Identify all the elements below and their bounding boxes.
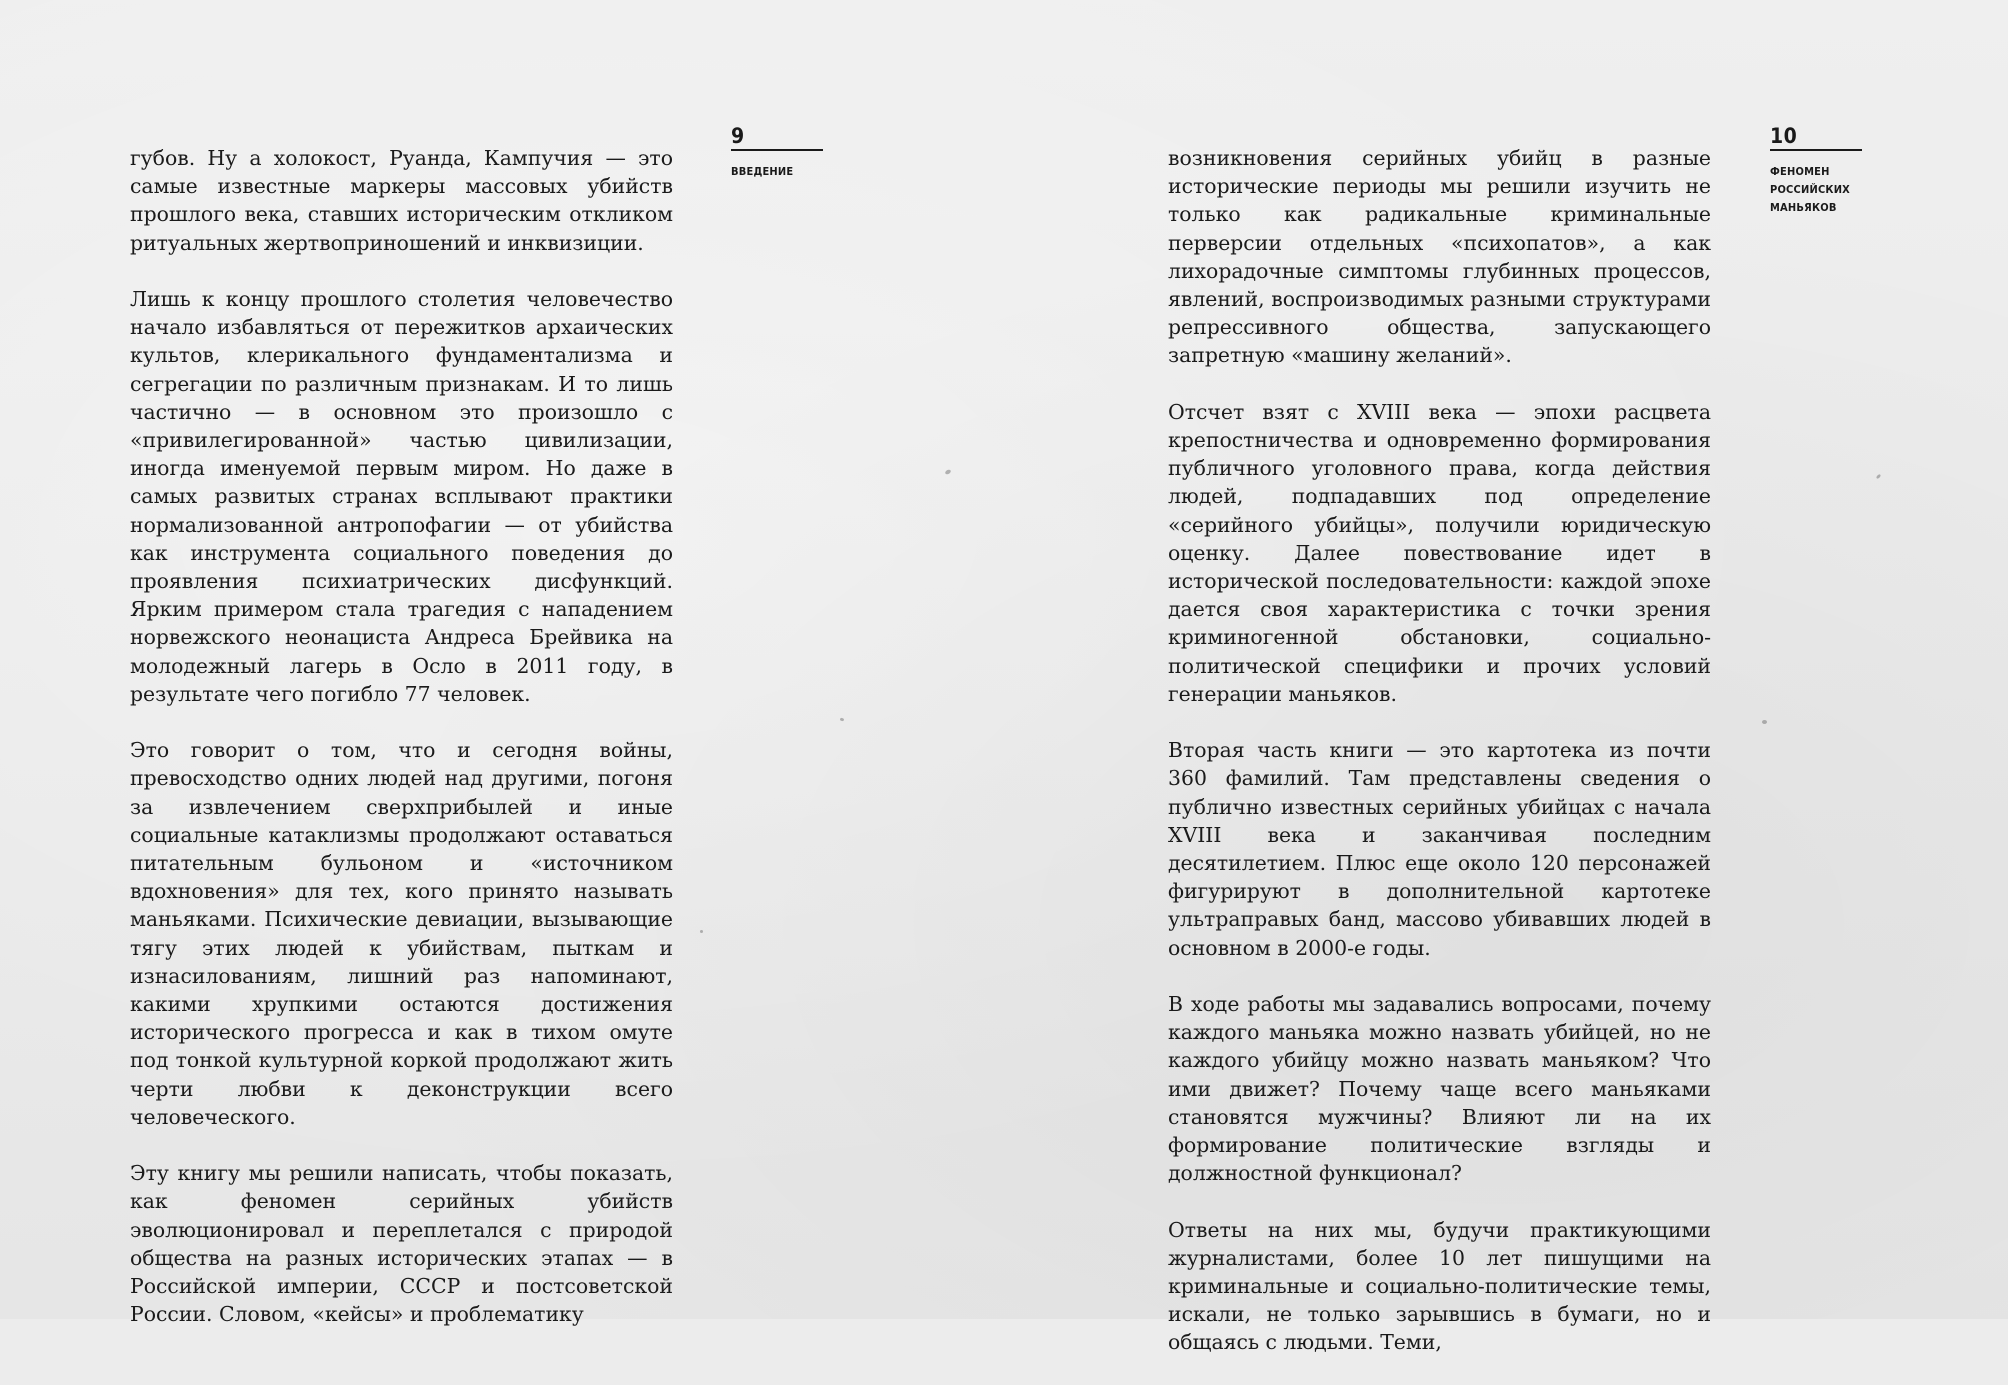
- paragraph: губов. Ну а холокост, Руанда, Кампучия — это самые известные маркеры массовых убийств прошлого века, ставших историческим откликом ритуальных жертвоприношений и инквизиции.: [130, 146, 673, 255]
- left-page-header: [731, 125, 823, 181]
- section-label: ФЕНОМЕН РОССИЙСКИХ МАНЬЯКОВ: [1770, 165, 1851, 214]
- paragraph: Отсчет взят с XVIII века — эпохи расцвета крепостничества и одновременно формирования публичного уголовного права, когда действия людей, подпадавших под определение «серийного убийцы», получили юридическую оценку. Далее повествование идет в исторической последовательности: каждой эпохе дается своя характеристика с точки зрения криминогенной обстановки, социально-политической специфики и прочих условий генерации маньяков.: [1168, 399, 1711, 706]
- paragraph: возникновения серийных убийц в разные исторические периоды мы решили изучить не только как радикальные криминальные перверсии отдельных «психопатов», а как лихорадочные симптомы глубинных процессов, явлений, воспроизводимых разными структурами репрессивного общества, запускающего запретную «машину желаний».: [1168, 146, 1711, 368]
- page-number: 10: [1770, 124, 1798, 148]
- paragraph: Эту книгу мы решили написать, чтобы показать, как феномен серийных убийств эволюционировал и переплетался с природой общества на разных исторических этапах — в Российской империи, СССР и постсоветской России. Словом, «кейсы» и проблематику: [130, 1161, 673, 1327]
- page-number: 9: [731, 124, 745, 148]
- left-page: [0, 0, 1004, 1327]
- right-page: [1004, 0, 2008, 1355]
- header-rule: [731, 149, 823, 151]
- section-label: ВВЕДЕНИЕ: [731, 165, 794, 178]
- paragraph: В ходе работы мы задавались вопросами, почему каждого маньяка можно назвать убийцей, но не каждого убийцу можно назвать маньяком? Что ими движет? Почему чаще всего маньяками становятся мужчины? Влияют ли на их формирование политические взгляды и должностной функционал?: [1168, 992, 1711, 1186]
- left-text-column: [130, 144, 673, 1357]
- paragraph: Это говорит о том, что и сегодня войны, превосходство одних людей над другими, погоня за извлечением сверхприбылей и иные социальные катаклизмы продолжают оставаться питательным бульоном и «источником вдохновения» для тех, кого принято называть маньяками. Психические девиации, вызывающие тягу этих людей к убийствам, пыткам и изнасилованиям, лишний раз напоминают, какими хрупкими остаются достижения исторического прогресса и как в тихом омуте под тонкой культурной коркой продолжают жить черти любви к деконструкции всего человеческого.: [130, 738, 673, 1129]
- right-text-column: [1168, 144, 1711, 1385]
- paragraph: Лишь к концу прошлого столетия человечество начало избавляться от пережитков архаических культов, клерикального фундаментализма и сегрегации по различным признакам. И то лишь частично — в основном это произошло с «привилегированной» частью цивилизации, иногда именуемой первым миром. Но даже в самых развитых странах всплывают практики нормализованной антропофагии — от убийства как инструмента социального поведения до проявления психиатрических дисфункций. Ярким примером стала трагедия с нападением норвежского неонациста Андреса Брейвика на молодежный лагерь в Осло в 2011 году, в результате чего погибло 77 человек.: [130, 287, 673, 706]
- header-rule: [1770, 149, 1862, 151]
- right-page-header: [1770, 125, 1862, 217]
- paragraph: Вторая часть книги — это картотека из почти 360 фамилий. Там представлены сведения о публично известных серийных убийцах с начала XVIII века и заканчивая последним десятилетием. Плюс еще около 120 персонажей фигурируют в дополнительной картотеке ультраправых банд, массово убивавших людей в основном в 2000-е годы.: [1168, 738, 1711, 960]
- paragraph: Ответы на них мы, будучи практикующими журналистами, более 10 лет пишущими на криминальные и социально-политические темы, искали, не только зарывшись в бумаги, но и общаясь с людьми. Теми,: [1168, 1217, 1711, 1355]
